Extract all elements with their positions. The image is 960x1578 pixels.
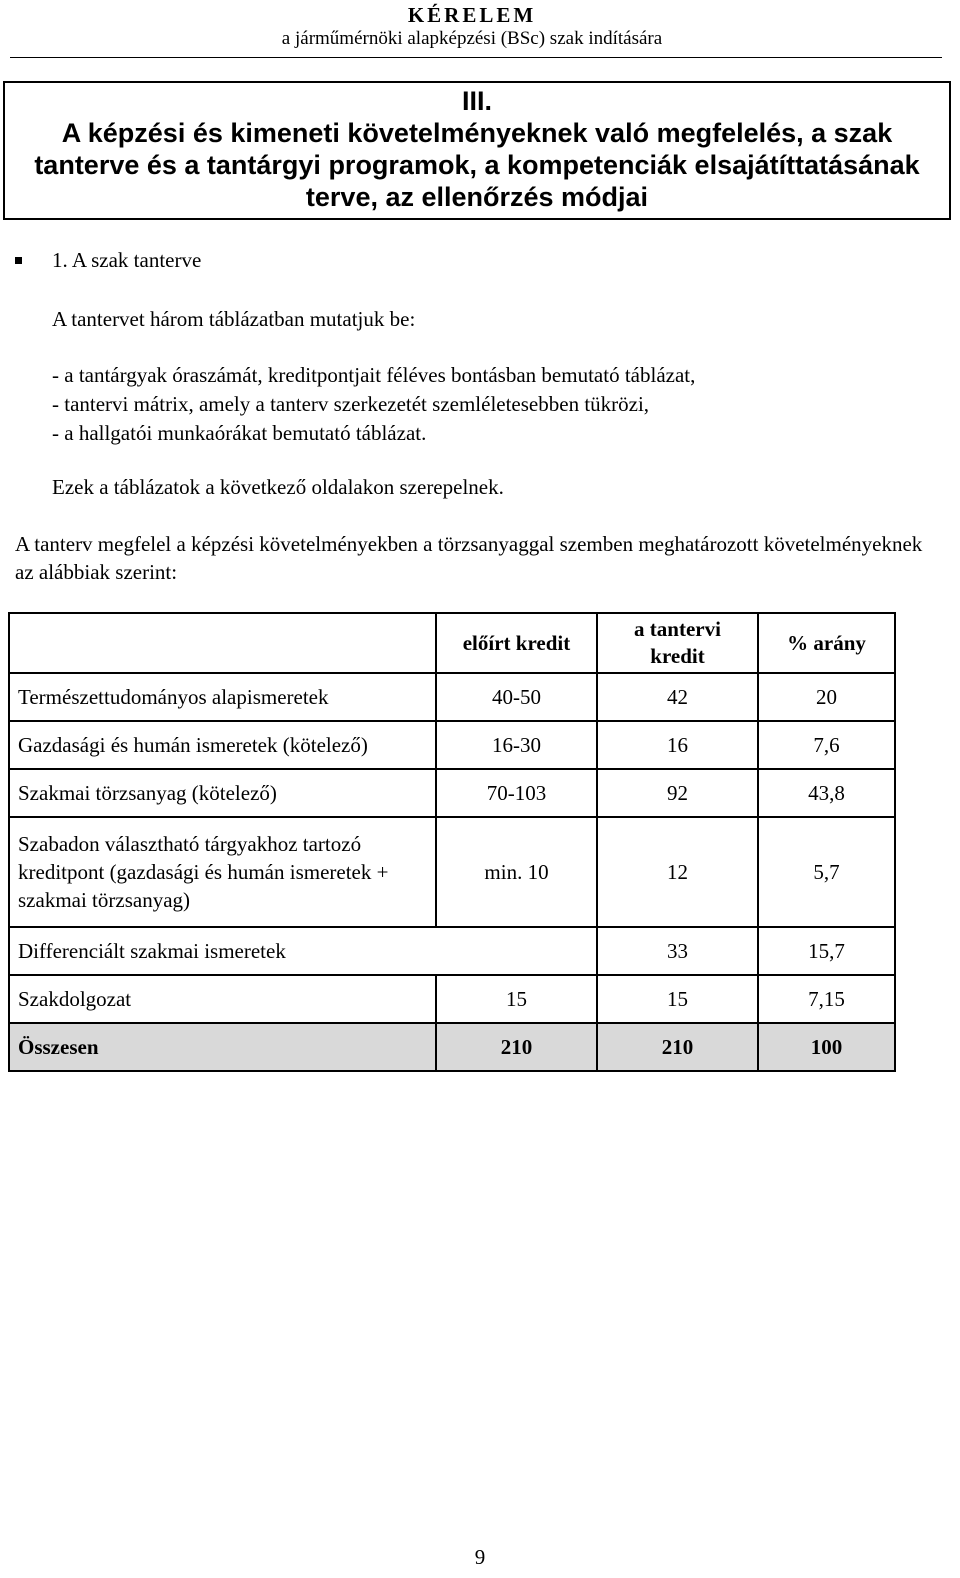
header-empty-cell: [9, 613, 436, 673]
required-credit-cell: min. 10: [436, 817, 597, 927]
table-list: [52, 361, 695, 448]
row-label: Gazdasági és humán ismeretek (kötelező): [9, 721, 436, 769]
following-paragraph: Ezek a táblázatok a következő oldalakon szerepelnek.: [52, 475, 504, 499]
header-curriculum-credit: a tantervi kredit: [597, 613, 758, 673]
curriculum-credit-cell: 12: [597, 817, 758, 927]
required-credit-cell: 40-50: [436, 673, 597, 721]
table-total-row: [9, 1023, 895, 1071]
total-curriculum-credit: 210: [597, 1023, 758, 1071]
document-title: KÉRELEM: [407, 3, 537, 27]
percentage-cell: 5,7: [758, 817, 895, 927]
percentage-cell: 7,15: [758, 975, 895, 1023]
curriculum-credit-cell: 16: [597, 721, 758, 769]
intro-paragraph: A tantervet három táblázatban mutatjuk be:: [52, 307, 416, 331]
section-heading-box: [3, 81, 951, 220]
document-subtitle: a járműmérnöki alapképzési (BSc) szak indítására: [281, 28, 663, 49]
section-number: III.: [461, 86, 492, 116]
list-item: - tantervi mátrix, amely a tanterv szerkezetét szemléletesebben tükrözi,: [52, 392, 650, 416]
table-row: [9, 817, 895, 927]
table-header-row: [9, 613, 895, 673]
row-label: Szakdolgozat: [9, 975, 436, 1023]
page-number: 9: [474, 1545, 486, 1569]
total-label: Összesen: [9, 1023, 436, 1071]
curriculum-credit-cell: 42: [597, 673, 758, 721]
curriculum-credit-cell: 92: [597, 769, 758, 817]
table-row: [9, 927, 895, 975]
required-credit-cell: 15: [436, 975, 597, 1023]
table-row: [9, 975, 895, 1023]
total-required-credit: 210: [436, 1023, 597, 1071]
subsection-heading: [15, 248, 201, 273]
required-credit-cell: 16-30: [436, 721, 597, 769]
header-required-credit: előírt kredit: [436, 613, 597, 673]
percentage-cell: 7,6: [758, 721, 895, 769]
percentage-cell: 43,8: [758, 769, 895, 817]
percentage-cell: 20: [758, 673, 895, 721]
table-row: [9, 673, 895, 721]
statement-paragraph: A tanterv megfelel a képzési követelményekben a törzsanyaggal szemben meghatározott követelményeknek az alábbiak szerint:: [15, 532, 923, 584]
header-percentage: % arány: [758, 613, 895, 673]
section-title: A képzési és kimeneti követelményeknek való megfelelés, a szak tanterve és a tantárgyi programok, a kompetenciák elsajátíttatásának terve, az ellenőrzés módjai: [34, 118, 920, 212]
list-item: - a hallgatói munkaórákat bemutató táblázat.: [52, 421, 427, 445]
subsection-label: 1. A szak tanterve: [52, 248, 202, 272]
list-item: - a tantárgyak óraszámát, kreditpontjait féléves bontásban bemutató táblázat,: [52, 363, 696, 387]
row-label: Szabadon választható tárgyakhoz tartozó kreditpont (gazdasági és humán ismeretek + szakmai törzsanyag): [9, 817, 436, 927]
header-divider: [10, 57, 942, 58]
curriculum-credit-cell: 33: [597, 927, 758, 975]
row-label: Szakmai törzsanyag (kötelező): [9, 769, 436, 817]
percentage-cell: 15,7: [758, 927, 895, 975]
credit-table: [8, 612, 896, 1072]
curriculum-credit-cell: 15: [597, 975, 758, 1023]
square-bullet-icon: [15, 257, 22, 264]
document-header: [242, 2, 702, 50]
row-label: Differenciált szakmai ismeretek: [9, 927, 436, 975]
table-row: [9, 721, 895, 769]
row-label: Természettudományos alapismeretek: [9, 673, 436, 721]
required-credit-cell: [436, 927, 597, 975]
total-percentage: 100: [758, 1023, 895, 1071]
table-row: [9, 769, 895, 817]
required-credit-cell: 70-103: [436, 769, 597, 817]
